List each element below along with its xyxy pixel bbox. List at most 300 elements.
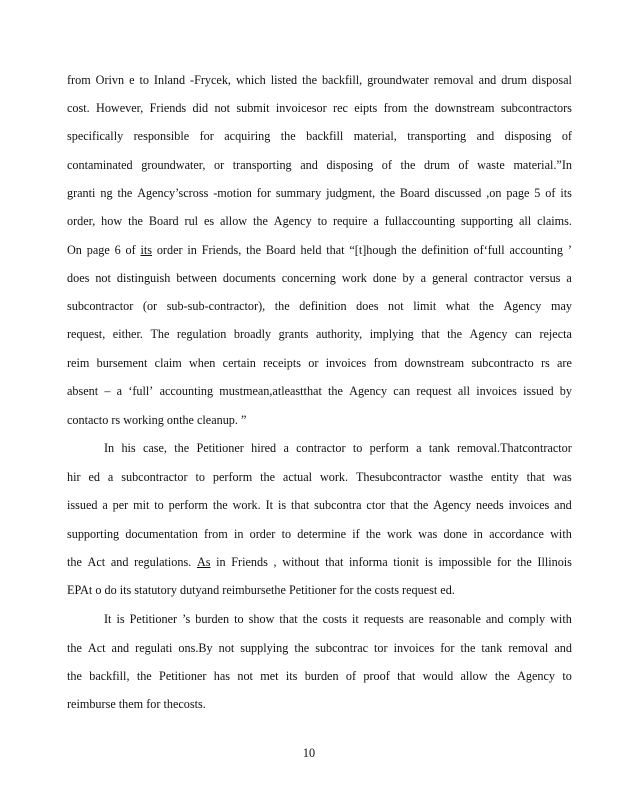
- text-line: [67, 100, 572, 116]
- word: the: [128, 214, 143, 228]
- word: sub-sub-contractor),: [166, 299, 266, 313]
- word: documentation: [125, 527, 198, 541]
- word: Act: [87, 641, 106, 655]
- word: determine: [297, 527, 347, 541]
- word: o: [95, 583, 105, 597]
- word: for: [440, 641, 455, 655]
- word: ,: [273, 555, 277, 569]
- word: certain: [222, 356, 256, 370]
- word: can: [514, 327, 532, 341]
- word: accounting: [509, 243, 563, 257]
- word: Petitioner: [159, 669, 207, 683]
- word: Agency: [517, 669, 556, 683]
- word: costs: [374, 583, 403, 597]
- word: subcontrac: [315, 641, 369, 655]
- word: regulations.: [134, 555, 192, 569]
- word: statutory: [134, 583, 180, 597]
- word: the: [460, 641, 476, 655]
- word: It: [265, 498, 274, 512]
- word: it: [352, 612, 359, 626]
- word: the: [302, 73, 317, 87]
- word: e: [129, 73, 135, 87]
- word: and: [111, 641, 130, 655]
- word: to: [139, 73, 149, 87]
- word: EPAt: [67, 583, 96, 597]
- word: Agency: [503, 299, 542, 313]
- word: The: [150, 327, 170, 341]
- word: responsible: [133, 129, 190, 143]
- word: to: [562, 669, 572, 683]
- word: or: [308, 356, 319, 370]
- word: the: [413, 498, 429, 512]
- word: the: [365, 527, 381, 541]
- word: per: [112, 498, 129, 512]
- word: downstream: [434, 101, 495, 115]
- word: the: [280, 129, 296, 143]
- word: impossible: [438, 555, 492, 569]
- word: contractor: [473, 271, 524, 285]
- word: needs: [476, 498, 504, 512]
- word: without: [282, 555, 320, 569]
- word: distinguish: [116, 271, 171, 285]
- word: absent: [67, 384, 99, 398]
- word: granti: [67, 186, 96, 200]
- word: in: [216, 555, 226, 569]
- word: disposing: [504, 129, 552, 143]
- word: a: [107, 470, 114, 484]
- word: to: [281, 527, 292, 541]
- word: can: [393, 384, 411, 398]
- word: held: [300, 243, 322, 257]
- word: informa: [349, 555, 388, 569]
- word: the: [212, 498, 228, 512]
- word: Agency: [349, 384, 388, 398]
- word: eipts: [354, 101, 378, 115]
- word: hir: [67, 470, 81, 484]
- word: not: [95, 271, 111, 285]
- word: backfill,: [89, 669, 130, 683]
- word: costs: [322, 612, 348, 626]
- word: definition: [299, 299, 347, 313]
- word: fullaccounting: [384, 214, 456, 228]
- word: transporting: [232, 158, 292, 172]
- word: subcontracto: [471, 356, 534, 370]
- word: Illinois: [537, 555, 572, 569]
- word: by: [402, 271, 415, 285]
- word: ’s: [182, 612, 191, 626]
- word: did: [192, 101, 209, 115]
- word: submit: [236, 101, 270, 115]
- word: a: [373, 214, 379, 228]
- word: entity: [490, 470, 519, 484]
- word: backfill,: [321, 73, 363, 87]
- word: tionit: [393, 555, 420, 569]
- word: allow: [220, 214, 248, 228]
- word: rejecta: [539, 327, 572, 341]
- word: is: [116, 612, 125, 626]
- word: authority,: [315, 327, 363, 341]
- word: show: [248, 612, 275, 626]
- word: removal: [508, 641, 549, 655]
- word: subcontractor: [121, 470, 188, 484]
- word: Friends: [149, 101, 187, 115]
- word: request: [402, 583, 441, 597]
- word: the: [400, 158, 416, 172]
- text-line: [67, 185, 572, 201]
- word: request,: [67, 327, 106, 341]
- word: invoices: [393, 641, 435, 655]
- text-line: [67, 668, 572, 684]
- word: either.: [112, 327, 143, 341]
- word: for: [496, 555, 512, 569]
- word: documents: [222, 271, 276, 285]
- word: met: [260, 669, 279, 683]
- word: with: [550, 527, 572, 541]
- word: request: [416, 384, 452, 398]
- word: page: [86, 243, 110, 257]
- word: tank: [428, 441, 450, 455]
- word: reim: [67, 356, 90, 370]
- word: groundwater: [367, 73, 429, 87]
- word: was: [552, 470, 572, 484]
- word: issued: [523, 384, 554, 398]
- word: tank: [481, 641, 503, 655]
- word: would: [422, 669, 454, 683]
- word: has: [213, 669, 231, 683]
- word: from: [204, 527, 228, 541]
- word: and: [110, 555, 129, 569]
- word: contractor: [296, 441, 346, 455]
- word: done: [372, 271, 397, 285]
- text-line: [67, 412, 572, 428]
- word: wasthe: [449, 470, 484, 484]
- word: burden: [195, 612, 230, 626]
- word: order: [156, 243, 183, 257]
- word: the: [252, 214, 268, 228]
- word: limit: [413, 299, 437, 313]
- word: in: [187, 243, 197, 257]
- text-line: [67, 157, 572, 173]
- text-line: [67, 213, 572, 229]
- text-line: [67, 128, 572, 144]
- text-line: [67, 355, 572, 371]
- word: ed: [88, 470, 100, 484]
- word: its: [119, 583, 135, 597]
- word: ed.: [440, 583, 455, 597]
- word: ,on: [486, 186, 502, 200]
- word: cleanup.: [197, 413, 241, 427]
- word: thecosts.: [163, 697, 206, 711]
- text-line: [67, 383, 572, 399]
- word: his: [121, 441, 136, 455]
- word: to: [352, 441, 363, 455]
- word: does: [67, 271, 90, 285]
- word: of: [125, 243, 136, 257]
- word: require: [332, 214, 368, 228]
- text-line: [104, 440, 572, 456]
- word: Agency: [273, 214, 312, 228]
- word: and: [485, 612, 504, 626]
- word: all: [518, 214, 532, 228]
- word: groundwater,: [141, 158, 206, 172]
- word: between: [176, 271, 217, 285]
- word: However,: [96, 101, 144, 115]
- word: In: [104, 441, 115, 455]
- word: Board: [265, 243, 296, 257]
- word: was: [418, 527, 438, 541]
- word: its: [560, 186, 572, 200]
- word: that: [279, 612, 298, 626]
- word: onthe: [166, 413, 197, 427]
- word: to: [154, 498, 164, 512]
- word: all: [457, 384, 471, 398]
- word: work: [387, 527, 413, 541]
- word: case,: [142, 441, 167, 455]
- word: a: [116, 384, 123, 398]
- word: tor: [374, 641, 388, 655]
- case-name: As: [196, 555, 211, 569]
- word: implying: [369, 327, 414, 341]
- word: invoices: [325, 356, 367, 370]
- word: in: [233, 527, 244, 541]
- word: the: [67, 669, 82, 683]
- word: broadly: [233, 327, 272, 341]
- word: how: [101, 214, 123, 228]
- word: concerning: [281, 271, 336, 285]
- word: Agency: [469, 327, 508, 341]
- word: removal.Thatcontractor: [457, 441, 572, 455]
- word: that: [397, 669, 416, 683]
- text-line: [67, 270, 572, 286]
- word: comply: [508, 612, 546, 626]
- word: for: [339, 583, 357, 597]
- word: listed: [270, 73, 298, 87]
- word: done: [443, 527, 468, 541]
- word: –: [104, 384, 111, 398]
- word: removal: [433, 73, 474, 87]
- word: dutyand: [179, 583, 223, 597]
- word: the: [260, 470, 275, 484]
- word: rs: [111, 413, 124, 427]
- word: when: [189, 356, 216, 370]
- word: drum: [424, 158, 450, 172]
- word: the: [274, 299, 290, 313]
- word: es: [203, 214, 215, 228]
- word: allow: [460, 669, 488, 683]
- word: is: [424, 555, 433, 569]
- text-line: [67, 497, 572, 513]
- text-line: [67, 469, 572, 485]
- word: and: [554, 498, 572, 512]
- word: claim: [154, 356, 182, 370]
- word: the: [328, 384, 343, 398]
- word: in: [473, 527, 483, 541]
- word: ng: [100, 186, 113, 200]
- word: do: [104, 583, 120, 597]
- word: to: [195, 470, 205, 484]
- word: not: [214, 101, 231, 115]
- word: work.: [232, 498, 261, 512]
- word: working: [123, 413, 167, 427]
- word: for: [199, 129, 214, 143]
- word: the: [380, 186, 395, 200]
- word: the: [413, 101, 429, 115]
- word: Friends,: [201, 243, 242, 257]
- word: with: [550, 612, 572, 626]
- word: rs: [540, 356, 550, 370]
- word: which: [235, 73, 266, 87]
- word: of: [561, 129, 572, 143]
- word: the: [294, 641, 310, 655]
- word: proof: [363, 669, 390, 683]
- word: or: [214, 158, 225, 172]
- word: them: [118, 697, 147, 711]
- word: and: [554, 641, 572, 655]
- text-line: [67, 554, 572, 570]
- text-line: [67, 696, 572, 712]
- word: invoices: [508, 498, 550, 512]
- text-line: [67, 72, 572, 88]
- text-line: [67, 526, 572, 542]
- word: disposal: [531, 73, 572, 87]
- word: a: [102, 498, 108, 512]
- word: that: [526, 470, 545, 484]
- word: perform: [369, 441, 409, 455]
- word: Inland: [153, 73, 186, 87]
- word: the: [67, 555, 82, 569]
- word: supporting: [460, 214, 514, 228]
- word: from: [373, 356, 398, 370]
- word: 5: [534, 186, 541, 200]
- word: versus: [529, 271, 561, 285]
- word: does: [356, 299, 379, 313]
- word: not: [237, 669, 253, 683]
- word: general: [432, 271, 468, 285]
- word: mustmean,atleastthat: [219, 384, 322, 398]
- word: the: [447, 327, 463, 341]
- word: Agency’scross: [137, 186, 209, 200]
- word: Petitioner: [129, 612, 178, 626]
- word: order,: [67, 214, 96, 228]
- word: receipts: [263, 356, 301, 370]
- word: regulation: [176, 327, 227, 341]
- word: discussed: [434, 186, 482, 200]
- word: issued: [67, 498, 98, 512]
- word: a: [283, 441, 289, 455]
- word: and: [300, 158, 318, 172]
- word: reimburse: [67, 697, 119, 711]
- word: perform: [212, 470, 253, 484]
- word: -Frycek,: [190, 73, 231, 87]
- word: Board: [399, 186, 430, 200]
- word: invoices: [476, 384, 517, 398]
- word: invoicesor: [275, 101, 327, 115]
- word: contaminated: [67, 158, 133, 172]
- word: ‘full’: [128, 384, 154, 398]
- word: cost.: [67, 101, 90, 115]
- word: subcontractors: [500, 101, 572, 115]
- word: perform: [168, 498, 208, 512]
- word: Friends: [231, 555, 268, 569]
- word: ctor: [366, 498, 386, 512]
- word: the: [174, 441, 190, 455]
- word: and: [476, 129, 495, 143]
- word: requests: [363, 612, 404, 626]
- text-line: [67, 640, 572, 656]
- word: transporting: [407, 129, 467, 143]
- word: burden: [304, 669, 339, 683]
- word: that: [390, 498, 409, 512]
- word: that: [325, 555, 344, 569]
- word: “[t]hough: [349, 243, 397, 257]
- word: not: [388, 299, 404, 313]
- text-line: [67, 298, 572, 314]
- word: regulati: [135, 641, 173, 655]
- word: Petitioner: [196, 441, 244, 455]
- word: are: [557, 356, 572, 370]
- word: summary: [275, 186, 322, 200]
- word: the: [117, 186, 133, 200]
- word: Petitioner: [288, 583, 340, 597]
- word: work.: [319, 470, 349, 484]
- word: subcontra: [314, 498, 362, 512]
- word: that: [326, 243, 345, 257]
- word: reimbursethe: [222, 583, 289, 597]
- word: It: [104, 612, 112, 626]
- word: and: [478, 73, 497, 87]
- word: mit: [133, 498, 150, 512]
- word: grants: [278, 327, 309, 341]
- word: drum: [501, 73, 527, 87]
- word: from: [67, 73, 91, 87]
- word: for: [146, 697, 164, 711]
- word: judgment,: [326, 186, 376, 200]
- word: may: [550, 299, 572, 313]
- case-name: its: [140, 243, 152, 257]
- word: what: [445, 299, 470, 313]
- word: to: [317, 214, 328, 228]
- word: that: [421, 327, 440, 341]
- word: of: [381, 158, 392, 172]
- word: definition: [421, 243, 469, 257]
- word: the: [356, 583, 375, 597]
- word: accounting: [159, 384, 214, 398]
- word: On: [67, 243, 82, 257]
- word: 6: [114, 243, 121, 257]
- word: Board: [148, 214, 179, 228]
- word: material,: [353, 129, 397, 143]
- word: that: [290, 498, 310, 512]
- word: a: [420, 271, 427, 285]
- word: material.”In: [513, 158, 572, 172]
- word: reasonable: [428, 612, 481, 626]
- word: acquiring: [224, 129, 271, 143]
- word: supplying: [240, 641, 289, 655]
- word: of: [458, 158, 469, 172]
- word: Thesubcontractor: [355, 470, 442, 484]
- word: bursement: [96, 356, 148, 370]
- word: the: [494, 669, 510, 683]
- word: its: [285, 669, 298, 683]
- word: backfill: [306, 129, 344, 143]
- text-line: [104, 611, 572, 627]
- word: specifically: [67, 129, 124, 143]
- word: ons.By: [178, 641, 213, 655]
- word: if: [352, 527, 360, 541]
- word: the: [302, 612, 318, 626]
- word: waste: [477, 158, 505, 172]
- word: from: [383, 101, 408, 115]
